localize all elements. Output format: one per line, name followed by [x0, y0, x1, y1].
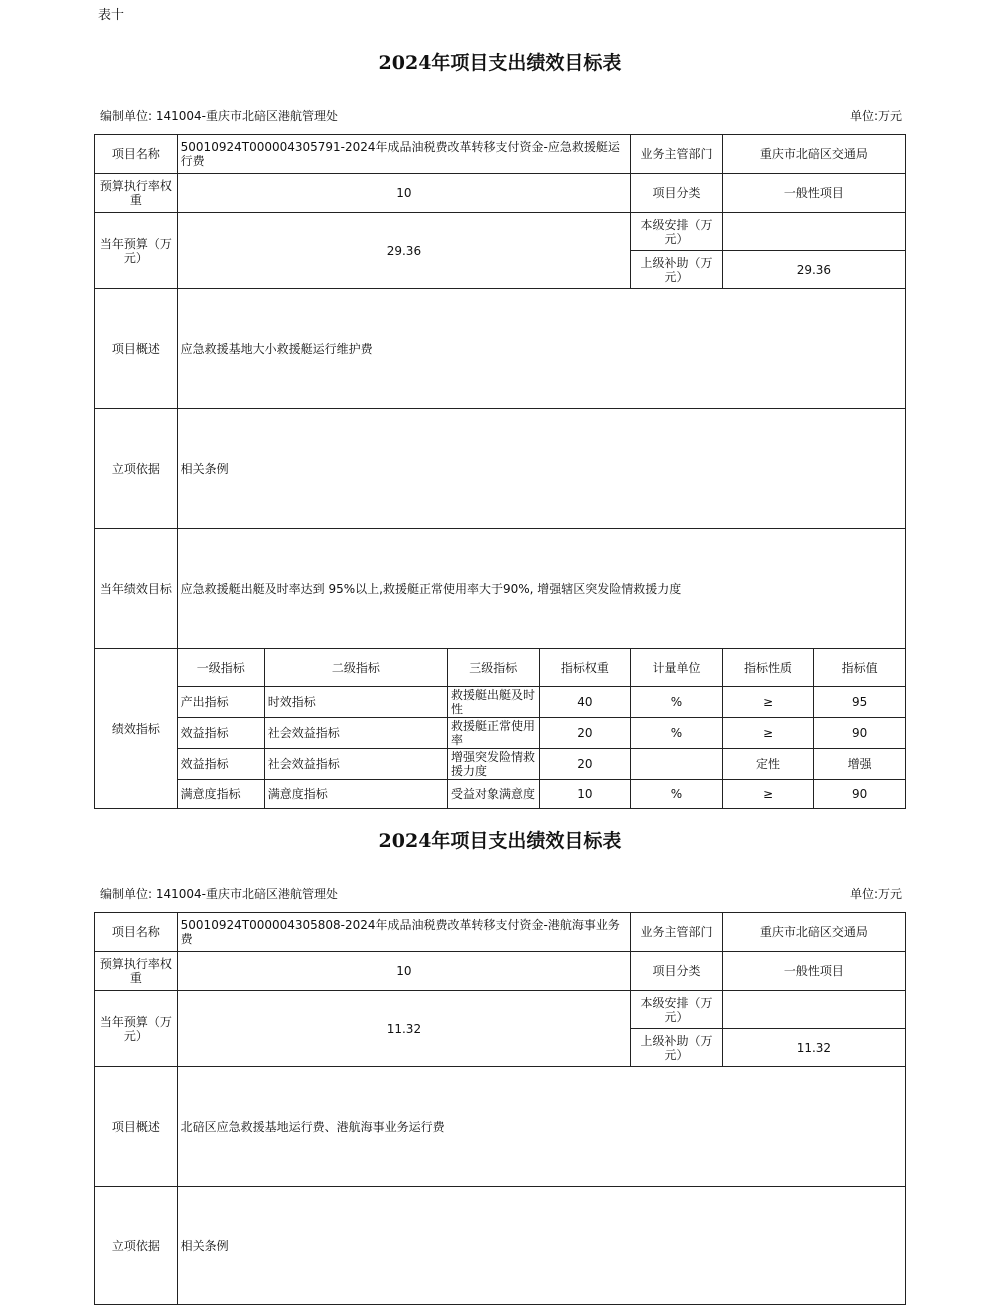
- indicator-cell: 满意度指标: [264, 780, 447, 809]
- label-department: 业务主管部门: [631, 913, 723, 952]
- label-budget: 当年预算（万元）: [95, 991, 178, 1067]
- value-exec-weight: 10: [177, 952, 631, 991]
- row-project-name: [95, 135, 906, 174]
- value-budget: 29.36: [177, 213, 631, 289]
- indicator-cell: %: [631, 780, 723, 809]
- label-budget: 当年预算（万元）: [95, 213, 178, 289]
- indicator-cell: ≥: [722, 718, 814, 749]
- indicator-cell: 满意度指标: [177, 780, 264, 809]
- row-overview: [95, 1067, 906, 1187]
- performance-table: [94, 912, 906, 1305]
- indicator-cell: 90: [814, 718, 906, 749]
- row-project-name: [95, 913, 906, 952]
- value-exec-weight: 10: [177, 174, 631, 213]
- label-category: 项目分类: [631, 174, 723, 213]
- amount-unit: 单位:万元: [849, 887, 902, 901]
- indicator-cell: ≥: [722, 780, 814, 809]
- value-local: [722, 991, 905, 1029]
- indicator-cell: 40: [539, 687, 631, 718]
- value-subsidy: 29.36: [722, 251, 905, 289]
- label-local: 本级安排（万元）: [631, 991, 723, 1029]
- value-overview: 北碚区应急救援基地运行费、港航海事业务运行费: [177, 1067, 905, 1187]
- indicator-cell: 效益指标: [177, 749, 264, 780]
- indicator-cell: 社会效益指标: [264, 718, 447, 749]
- indicator-header: 一级指标: [177, 649, 264, 687]
- label-local: 本级安排（万元）: [631, 213, 723, 251]
- indicator-cell: 效益指标: [177, 718, 264, 749]
- value-goal: 应急救援艇出艇及时率达到 95%以上,救援艇正常使用率大于90%, 增强辖区突发险情救援力度: [177, 529, 905, 649]
- value-project-name: 50010924T000004305791-2024年成品油税费改革转移支付资金-应急救援艇运行费: [177, 135, 631, 174]
- indicator-cell: [631, 749, 723, 780]
- value-category: 一般性项目: [722, 174, 905, 213]
- value-local: [722, 213, 905, 251]
- indicator-header: 指标权重: [539, 649, 631, 687]
- indicator-header: 三级指标: [447, 649, 539, 687]
- value-budget: 11.32: [177, 991, 631, 1067]
- indicator-cell: 增强突发险情救援力度: [447, 749, 539, 780]
- label-basis: 立项依据: [95, 1187, 178, 1305]
- indicator-cell: 定性: [722, 749, 814, 780]
- table-row: [95, 780, 906, 809]
- row-exec-weight: [95, 952, 906, 991]
- label-subsidy: 上级补助（万元）: [631, 251, 723, 289]
- performance-table: [94, 134, 906, 809]
- table-number-label: 表十: [98, 8, 125, 23]
- indicator-header: 指标性质: [722, 649, 814, 687]
- value-department: 重庆市北碚区交通局: [722, 913, 905, 952]
- indicator-header: 指标值: [814, 649, 906, 687]
- indicator-cell: %: [631, 687, 723, 718]
- indicator-cell: 90: [814, 780, 906, 809]
- table-row: [95, 718, 906, 749]
- indicator-header-row: [95, 649, 906, 687]
- label-department: 业务主管部门: [631, 135, 723, 174]
- indicator-header: 计量单位: [631, 649, 723, 687]
- indicator-cell: 产出指标: [177, 687, 264, 718]
- value-overview: 应急救援基地大小救援艇运行维护费: [177, 289, 905, 409]
- row-budget: [95, 991, 906, 1029]
- label-category: 项目分类: [631, 952, 723, 991]
- indicator-cell: 社会效益指标: [264, 749, 447, 780]
- label-goal: 当年绩效目标: [95, 529, 178, 649]
- indicator-cell: 时效指标: [264, 687, 447, 718]
- indicator-cell: 20: [539, 718, 631, 749]
- compiling-unit: 编制单位: 141004-重庆市北碚区港航管理处: [100, 887, 338, 901]
- row-exec-weight: [95, 174, 906, 213]
- indicator-cell: %: [631, 718, 723, 749]
- indicator-cell: ≥: [722, 687, 814, 718]
- value-basis: 相关条例: [177, 409, 905, 529]
- indicator-cell: 10: [539, 780, 631, 809]
- indicator-cell: 受益对象满意度: [447, 780, 539, 809]
- form-title: 2024年项目支出绩效目标表: [378, 830, 622, 852]
- indicator-cell: 20: [539, 749, 631, 780]
- indicator-cell: 增强: [814, 749, 906, 780]
- compiling-unit: 编制单位: 141004-重庆市北碚区港航管理处: [100, 109, 338, 123]
- value-department: 重庆市北碚区交通局: [722, 135, 905, 174]
- label-subsidy: 上级补助（万元）: [631, 1029, 723, 1067]
- label-exec-weight: 预算执行率权重: [95, 174, 178, 213]
- row-basis: [95, 409, 906, 529]
- label-project-name: 项目名称: [95, 913, 178, 952]
- row-budget: [95, 213, 906, 251]
- label-overview: 项目概述: [95, 289, 178, 409]
- table-row: [95, 687, 906, 718]
- value-project-name: 50010924T000004305808-2024年成品油税费改革转移支付资金-港航海事业务费: [177, 913, 631, 952]
- label-exec-weight: 预算执行率权重: [95, 952, 178, 991]
- amount-unit: 单位:万元: [849, 109, 902, 123]
- label-project-name: 项目名称: [95, 135, 178, 174]
- row-goal: [95, 529, 906, 649]
- row-basis: [95, 1187, 906, 1305]
- value-basis: 相关条例: [177, 1187, 905, 1305]
- row-overview: [95, 289, 906, 409]
- label-overview: 项目概述: [95, 1067, 178, 1187]
- form-title: 2024年项目支出绩效目标表: [378, 52, 622, 74]
- value-category: 一般性项目: [722, 952, 905, 991]
- indicator-cell: 95: [814, 687, 906, 718]
- value-subsidy: 11.32: [722, 1029, 905, 1067]
- label-indicators: 绩效指标: [95, 649, 178, 809]
- indicator-cell: 救援艇出艇及时性: [447, 687, 539, 718]
- label-basis: 立项依据: [95, 409, 178, 529]
- indicator-cell: 救援艇正常使用率: [447, 718, 539, 749]
- indicator-header: 二级指标: [264, 649, 447, 687]
- table-row: [95, 749, 906, 780]
